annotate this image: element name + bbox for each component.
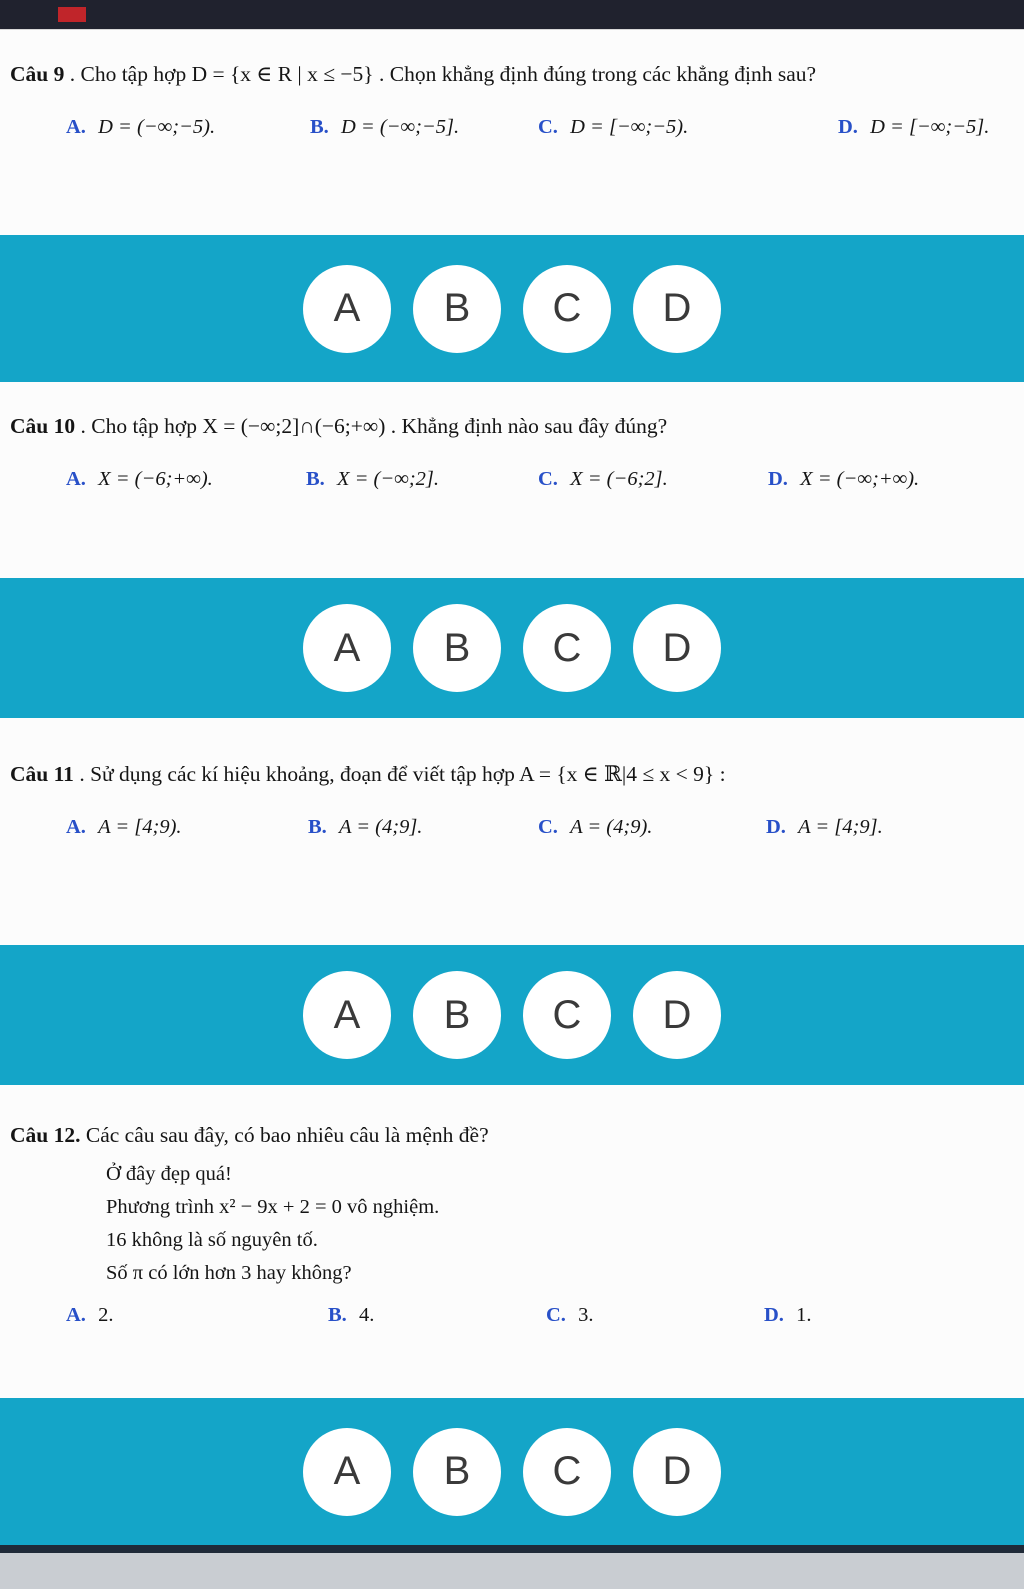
bottom-gray-strip xyxy=(0,1553,1024,1589)
option-label: A. xyxy=(66,116,86,139)
answer-button-d[interactable]: D xyxy=(633,265,721,353)
answer-button-a[interactable]: A xyxy=(303,971,391,1059)
answer-button-d[interactable]: D xyxy=(633,971,721,1059)
option-value: 2. xyxy=(98,1304,114,1327)
question-12-options xyxy=(10,1304,1014,1327)
question-9-text: . Cho tập hợp D = {x ∈ R | x ≤ −5} . Chọn khẳng định đúng trong các khẳng định sau? xyxy=(69,62,817,86)
answer-button-a[interactable]: A xyxy=(303,265,391,353)
option-label: A. xyxy=(66,1304,86,1327)
question-12-option-d xyxy=(764,1304,1014,1327)
answer-button-d[interactable]: D xyxy=(633,1428,721,1516)
question-12-number: Câu 12. xyxy=(10,1123,81,1147)
option-label: B. xyxy=(308,816,327,839)
question-10 xyxy=(0,382,1024,578)
question-10-options xyxy=(10,468,1014,491)
question-9-option-a xyxy=(66,116,310,139)
question-9-option-b xyxy=(310,116,538,139)
statement-line: Phương trình x² − 9x + 2 = 0 vô nghiệm. xyxy=(106,1196,440,1219)
question-11-option-c xyxy=(538,816,766,839)
option-value: 4. xyxy=(358,1304,375,1327)
option-label: A. xyxy=(66,468,86,491)
option-value: X = (−∞;+∞). xyxy=(800,468,920,491)
question-12-text: Các câu sau đây, có bao nhiêu câu là mệnh đề? xyxy=(85,1123,489,1147)
option-value: 1. xyxy=(796,1304,812,1327)
question-11-text: . Sử dụng các kí hiệu khoảng, đoạn để viết tập hợp A = {x ∈ ℝ|4 ≤ x < 9} : xyxy=(79,762,726,786)
answer-band-q9 xyxy=(0,235,1024,382)
option-label: C. xyxy=(538,816,558,839)
question-10-text: . Cho tập hợp X = (−∞;2]∩(−6;+∞) . Khẳng định nào sau đây đúng? xyxy=(80,414,668,438)
option-label: B. xyxy=(306,468,325,491)
topbar-red-badge xyxy=(58,7,86,22)
option-value: A = (4;9]. xyxy=(338,816,423,839)
option-value: D = (−∞;−5). xyxy=(98,116,216,139)
question-12-heading xyxy=(10,1121,1014,1150)
option-value: A = [4;9). xyxy=(98,816,182,839)
option-label: D. xyxy=(838,116,858,139)
option-value: D = (−∞;−5]. xyxy=(340,116,460,139)
option-value: 3. xyxy=(578,1304,594,1327)
option-label: B. xyxy=(328,1304,347,1327)
question-11-number: Câu 11 xyxy=(10,762,74,786)
answer-button-b[interactable]: B xyxy=(413,1428,501,1516)
question-9-heading xyxy=(10,60,1014,89)
question-10-option-b xyxy=(306,468,538,491)
answer-button-a[interactable]: A xyxy=(303,604,391,692)
answer-button-c[interactable]: C xyxy=(523,604,611,692)
question-10-option-a xyxy=(66,468,306,491)
option-value: X = (−6;+∞). xyxy=(98,468,213,491)
question-9-options xyxy=(10,116,1014,139)
option-label: A. xyxy=(66,816,86,839)
question-11-options xyxy=(10,816,1014,839)
option-label: B. xyxy=(310,116,329,139)
option-label: D. xyxy=(764,1304,784,1327)
statement-line: Ở đây đẹp quá! xyxy=(106,1163,232,1186)
answer-band-q10 xyxy=(0,578,1024,718)
option-value: X = (−∞;2]. xyxy=(336,468,439,491)
question-12-statements xyxy=(106,1158,1014,1290)
question-11 xyxy=(0,718,1024,945)
answer-band-q12 xyxy=(0,1398,1024,1545)
answer-button-b[interactable]: B xyxy=(413,265,501,353)
question-11-heading xyxy=(10,760,1014,789)
question-12-option-b xyxy=(328,1304,546,1327)
question-10-option-c xyxy=(538,468,768,491)
question-11-option-b xyxy=(308,816,538,839)
answer-button-b[interactable]: B xyxy=(413,604,501,692)
answer-button-d[interactable]: D xyxy=(633,604,721,692)
option-value: A = [4;9]. xyxy=(798,816,883,839)
answer-band-q11 xyxy=(0,945,1024,1085)
option-value: A = (4;9). xyxy=(570,816,653,839)
answer-button-b[interactable]: B xyxy=(413,971,501,1059)
answer-button-a[interactable]: A xyxy=(303,1428,391,1516)
question-9-number: Câu 9 xyxy=(10,62,65,86)
option-value: X = (−6;2]. xyxy=(570,468,668,491)
option-value: D = [−∞;−5]. xyxy=(870,116,990,139)
question-9 xyxy=(0,30,1024,235)
question-9-option-c xyxy=(538,116,838,139)
answer-button-c[interactable]: C xyxy=(523,265,611,353)
question-12-option-c xyxy=(546,1304,764,1327)
question-10-option-d xyxy=(768,468,1014,491)
answer-button-c[interactable]: C xyxy=(523,1428,611,1516)
question-10-heading xyxy=(10,412,1014,441)
answer-button-c[interactable]: C xyxy=(523,971,611,1059)
option-label: C. xyxy=(538,468,558,491)
option-label: D. xyxy=(766,816,786,839)
option-label: C. xyxy=(538,116,558,139)
question-10-number: Câu 10 xyxy=(10,414,76,438)
question-11-option-a xyxy=(66,816,308,839)
statement-line: 16 không là số nguyên tố. xyxy=(106,1229,318,1252)
question-12 xyxy=(0,1085,1024,1398)
statement-line: Số π có lớn hơn 3 hay không? xyxy=(106,1262,352,1285)
question-9-option-d xyxy=(838,116,1014,139)
option-label: D. xyxy=(768,468,788,491)
option-label: C. xyxy=(546,1304,566,1327)
option-value: D = [−∞;−5). xyxy=(570,116,689,139)
bottom-bar xyxy=(0,1545,1024,1553)
top-bar xyxy=(0,0,1024,30)
question-12-option-a xyxy=(66,1304,328,1327)
question-11-option-d xyxy=(766,816,1014,839)
